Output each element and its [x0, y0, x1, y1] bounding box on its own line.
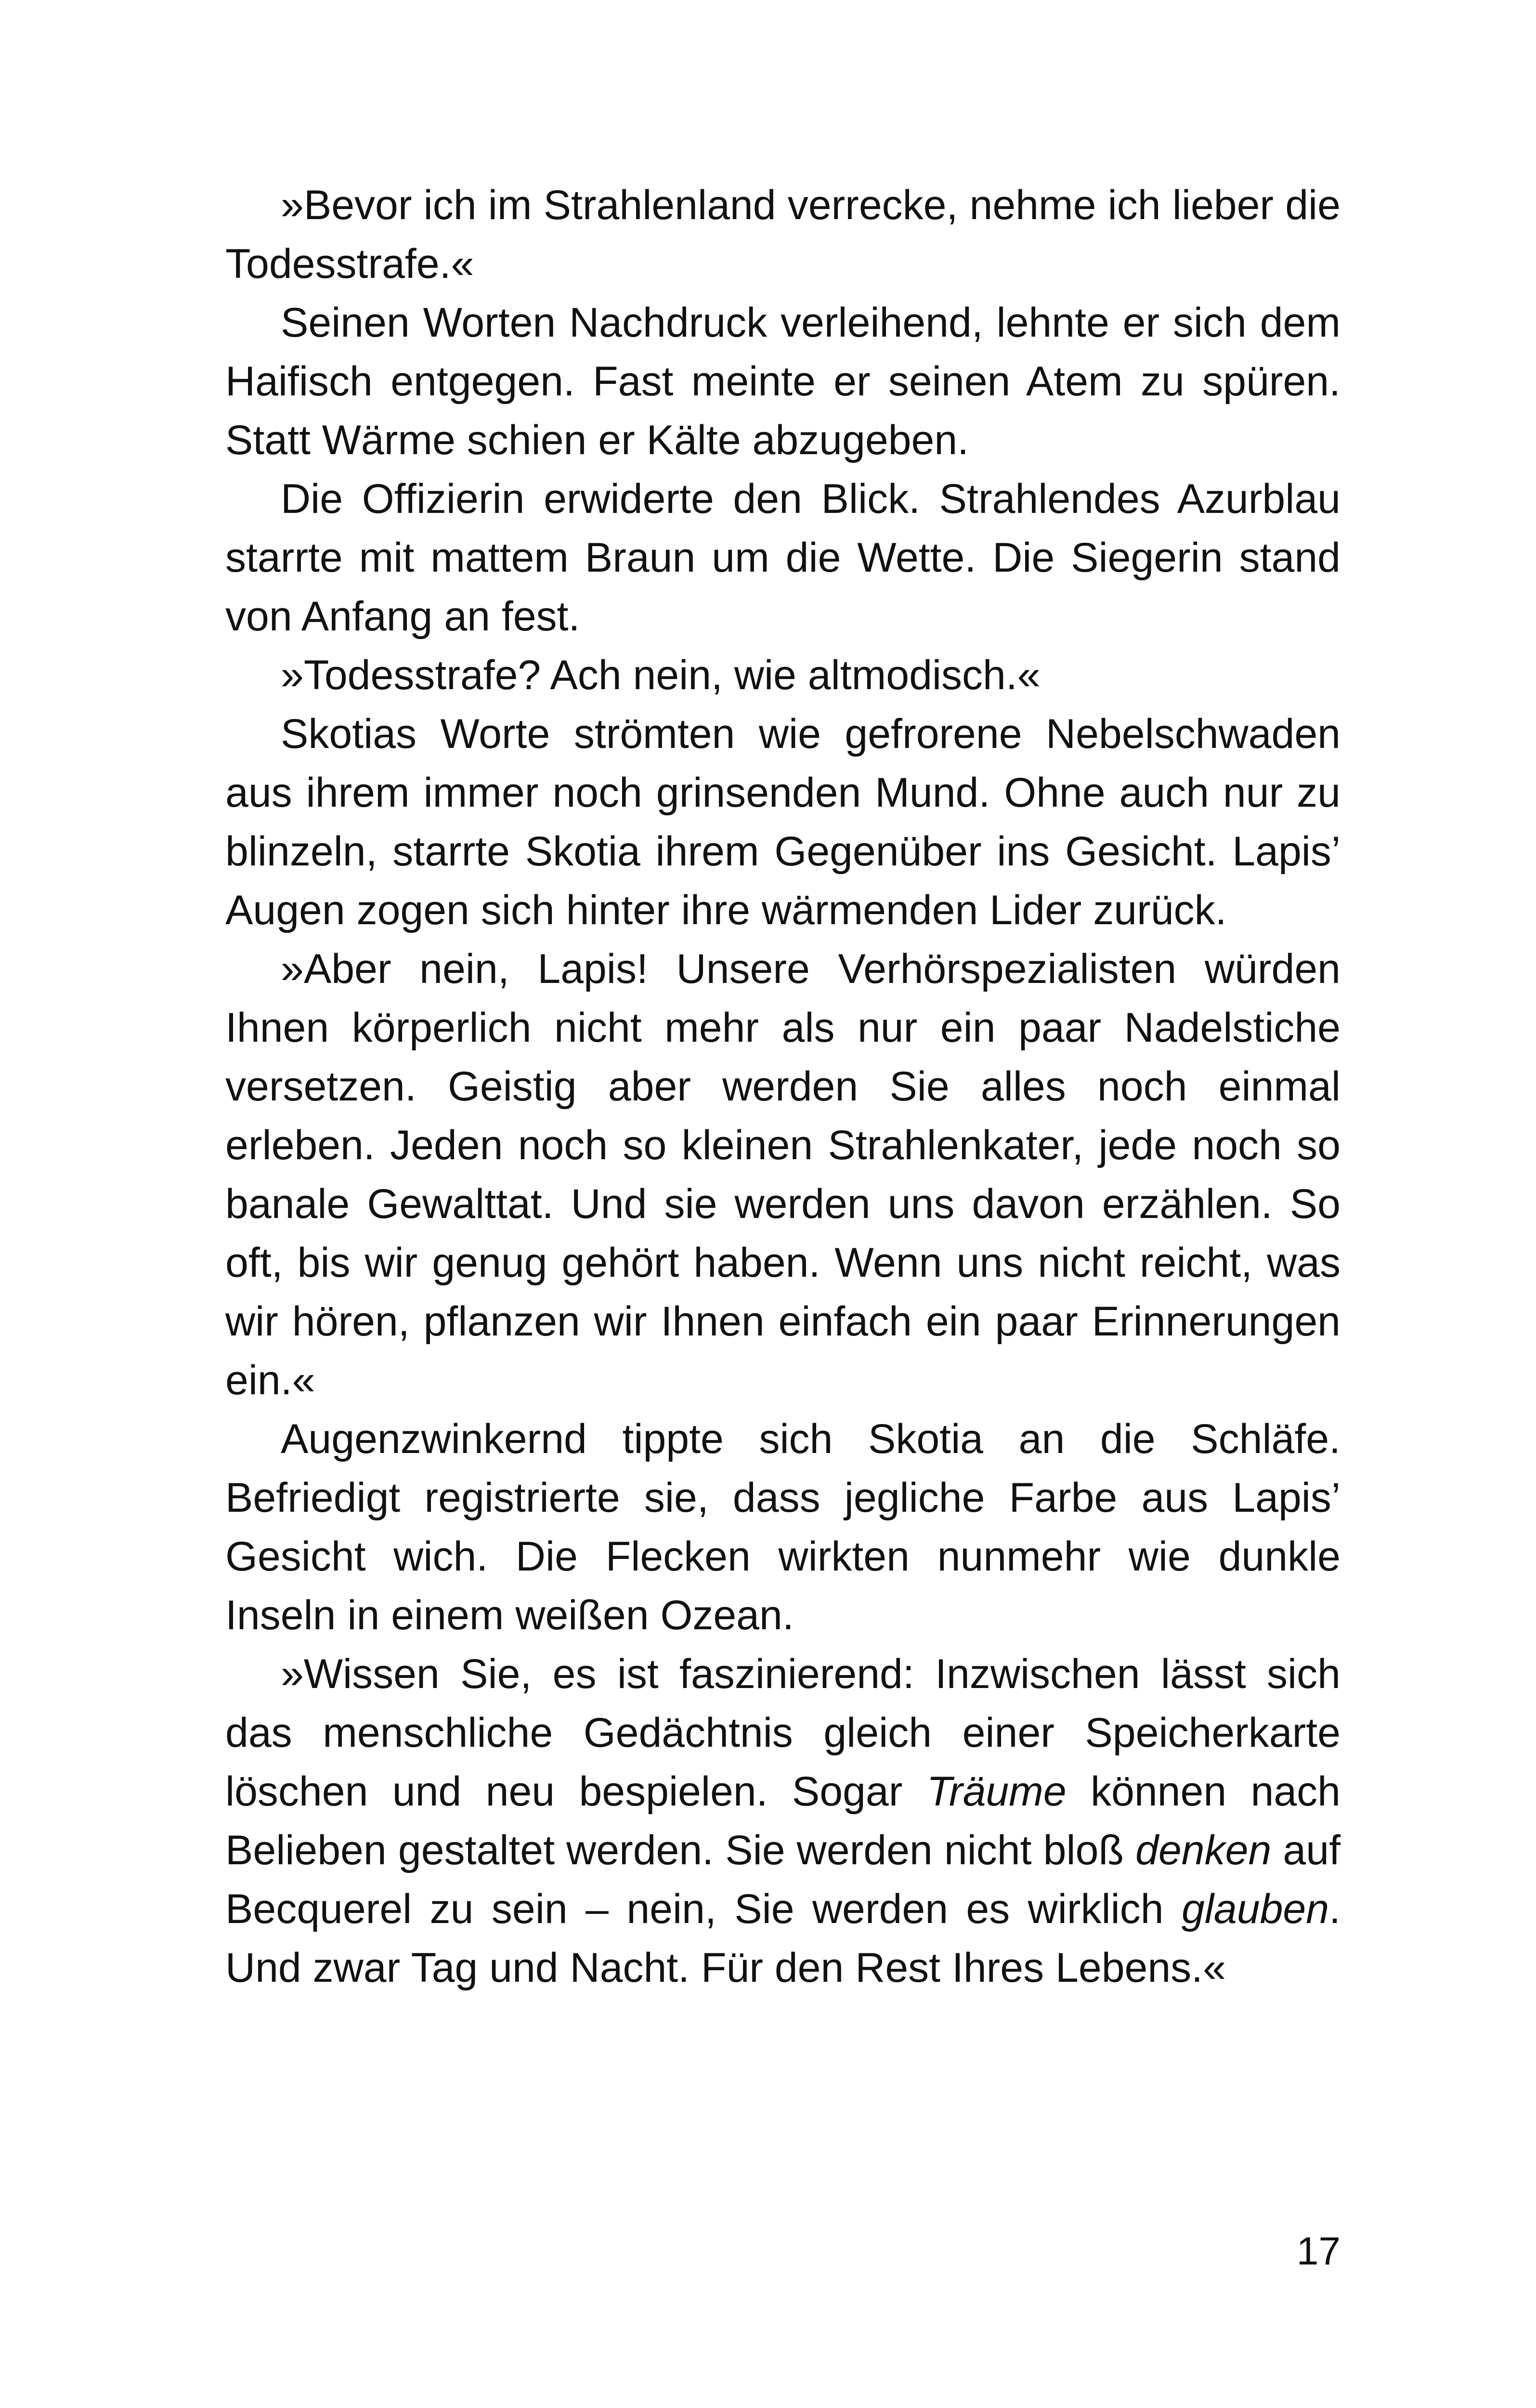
page-number: 17 — [1296, 2229, 1341, 2273]
italic-text: denken — [1135, 1827, 1272, 1873]
text-run: auf Becquerel zu sein – nein, Sie werden es wirklich — [225, 1827, 1341, 1932]
paragraph — [225, 176, 1341, 293]
text-run: Seinen Worten Nachdruck verleihend, lehnte er sich dem Haifisch entgegen. Fast meinte er seinen Atem zu spüren. Statt Wärme schien er Kälte abzugeben. — [225, 300, 1341, 463]
italic-text: glauben — [1182, 1886, 1329, 1932]
paragraph — [225, 646, 1341, 705]
italic-text: Träume — [926, 1768, 1067, 1815]
body-text — [225, 176, 1341, 1997]
text-run: Die Offizierin erwiderte den Blick. Strahlendes Azurblau starrte mit mattem Braun um die Wette. Die Siegerin stand von Anfang an fest. — [225, 476, 1341, 640]
paragraph — [225, 293, 1341, 470]
text-run: »Todesstrafe? Ach nein, wie altmodisch.« — [281, 652, 1041, 698]
paragraph — [225, 470, 1341, 646]
text-run: »Wissen Sie, es ist faszinierend: Inzwischen lässt sich das menschliche Gedächtnis gleich einer Speicherkarte löschen und neu bespielen. Sogar — [225, 1651, 1341, 1815]
paragraph — [225, 705, 1341, 940]
text-run: Skotias Worte strömten wie gefrorene Nebelschwaden aus ihrem immer noch grinsenden Mund. Ohne auch nur zu blinzeln, starrte Skotia ihrem Gegenüber ins Gesicht. Lapis’ Augen zogen sich hinter ihre wärmenden Lider zurück. — [225, 711, 1341, 933]
paragraph — [225, 1410, 1341, 1645]
text-run: . Und zwar Tag und Nacht. Für den Rest Ihres Lebens.« — [225, 1886, 1341, 1991]
text-run: Augenzwinkernd tippte sich Skotia an die Schläfe. Befriedigt registrierte sie, dass jegliche Farbe aus Lapis’ Gesicht wich. Die Flecken wirkten nunmehr wie dunkle Inseln in einem weißen Ozean. — [225, 1416, 1341, 1638]
text-run: können nach Belieben gestaltet werden. Sie werden nicht bloß — [225, 1768, 1341, 1873]
paragraph — [225, 1645, 1341, 1997]
paragraph — [225, 940, 1341, 1410]
text-run: »Aber nein, Lapis! Unsere Verhörspezialisten würden Ihnen körperlich nicht mehr als nur ein paar Nadelstiche versetzen. Geistig aber werden Sie alles noch einmal erleben. Jeden noch so kleinen Strahlenkater, jede noch so banale Gewalttat. Und sie werden uns davon erzählen. So oft, bis wir genug gehört haben. Wenn uns nicht reicht, was wir hören, pflanzen wir Ihnen einfach ein paar Erinnerungen ein.« — [225, 946, 1341, 1403]
text-run: »Bevor ich im Strahlenland verrecke, nehme ich lieber die Todesstrafe.« — [225, 182, 1341, 287]
